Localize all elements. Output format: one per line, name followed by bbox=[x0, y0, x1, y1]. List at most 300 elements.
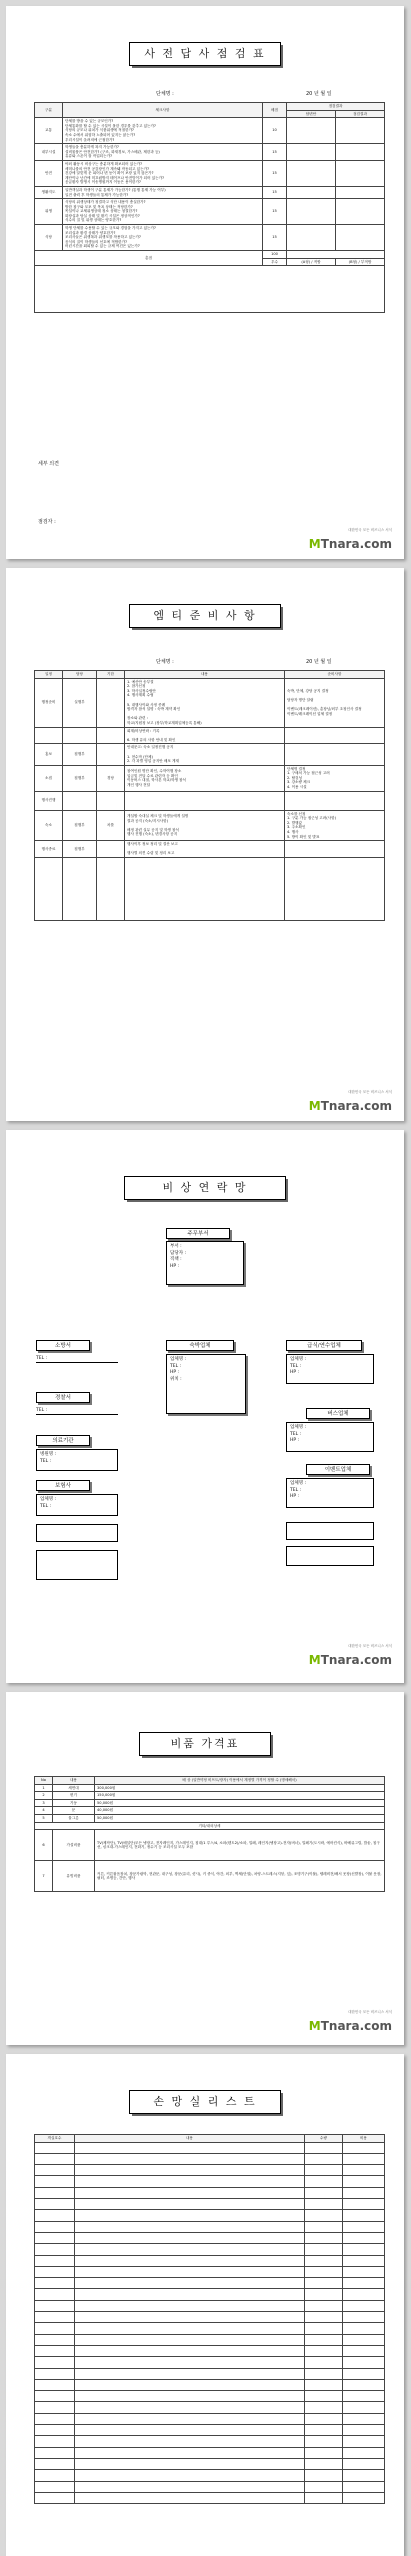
entry-cell[interactable] bbox=[75, 2142, 305, 2153]
entry-cell[interactable] bbox=[75, 2300, 305, 2311]
entry-cell[interactable] bbox=[343, 2278, 385, 2289]
entry-cell[interactable] bbox=[35, 2210, 75, 2221]
header-category: 구분 bbox=[35, 103, 63, 118]
opinion-label: 세부 의견 bbox=[38, 461, 59, 467]
result-cell[interactable] bbox=[336, 118, 385, 144]
line-text: 1. 예산안 송부결 bbox=[127, 679, 154, 684]
table-row bbox=[35, 1799, 385, 1807]
entry-cell[interactable] bbox=[343, 2300, 385, 2311]
line-text: 유류와 스폰이 잘 작업되는가? bbox=[65, 154, 112, 159]
entry-cell[interactable] bbox=[305, 2425, 343, 2436]
entry-cell[interactable] bbox=[343, 2289, 385, 2300]
entry-cell[interactable] bbox=[75, 2357, 305, 2368]
entry-cell[interactable] bbox=[305, 2165, 343, 2176]
entry-cell[interactable] bbox=[305, 2312, 343, 2323]
table-row bbox=[35, 2447, 385, 2458]
item-cell: 세면대 bbox=[53, 1784, 95, 1792]
header-result: 점검결과 bbox=[287, 103, 385, 111]
entry-cell[interactable] bbox=[35, 2481, 75, 2492]
entry-cell[interactable] bbox=[75, 2266, 305, 2277]
owner-cell: 집행부 bbox=[63, 841, 97, 858]
line-text: 행사별 의견 수렴 및 정리 보고 bbox=[127, 851, 175, 856]
entry-cell[interactable] bbox=[75, 2447, 305, 2458]
blank-cell[interactable] bbox=[125, 858, 285, 921]
entry-cell[interactable] bbox=[343, 2221, 385, 2232]
period-cell bbox=[97, 678, 125, 727]
entry-cell[interactable] bbox=[305, 2266, 343, 2277]
entry-cell[interactable] bbox=[35, 2368, 75, 2379]
entry-cell[interactable] bbox=[35, 2266, 75, 2277]
entry-cell[interactable] bbox=[75, 2323, 305, 2334]
line-text: 음식의 질이 학생들의 선호에 적합한가? bbox=[65, 239, 128, 244]
entry-cell[interactable] bbox=[343, 2481, 385, 2492]
score-cell: 15 bbox=[263, 186, 287, 198]
content-cell bbox=[125, 678, 285, 727]
header-score: 배점 bbox=[263, 103, 287, 118]
entry-cell[interactable] bbox=[343, 2176, 385, 2187]
table-row bbox=[35, 2357, 385, 2368]
entry-cell[interactable] bbox=[35, 2165, 75, 2176]
entry-cell[interactable] bbox=[35, 2176, 75, 2187]
brand-logo: 대한민국 모든 비즈니스 서식 MTnara.com bbox=[308, 1090, 392, 1113]
entry-cell[interactable] bbox=[35, 2413, 75, 2424]
damage-table bbox=[34, 2134, 385, 2504]
item-cell: 기둥 bbox=[53, 1799, 95, 1807]
page-title: 손 망 실 리 스 트 bbox=[129, 2090, 281, 2114]
table-row bbox=[35, 2345, 385, 2356]
entry-cell[interactable] bbox=[305, 2176, 343, 2187]
entry-cell[interactable] bbox=[343, 2323, 385, 2334]
entry-cell[interactable] bbox=[305, 2300, 343, 2311]
entry-cell[interactable] bbox=[305, 2187, 343, 2198]
entry-cell[interactable] bbox=[343, 2142, 385, 2153]
entry-cell[interactable] bbox=[35, 2391, 75, 2402]
entry-cell[interactable] bbox=[343, 2436, 385, 2447]
result-cell[interactable] bbox=[336, 160, 385, 186]
price-cell: 300,000원 bbox=[95, 1784, 385, 1792]
entry-cell[interactable] bbox=[35, 2402, 75, 2413]
table-row bbox=[35, 2334, 385, 2345]
entry-cell[interactable] bbox=[75, 2413, 305, 2424]
entry-cell[interactable] bbox=[75, 2187, 305, 2198]
items-cell bbox=[63, 186, 263, 198]
entry-cell[interactable] bbox=[75, 2436, 305, 2447]
table-row bbox=[35, 2232, 385, 2243]
line-text: 숙박, 단체, 강당 공지 결정 bbox=[287, 688, 329, 693]
line-text: 합격자 참석 설명 : 숙박 계약 확인 bbox=[127, 707, 181, 712]
table-row bbox=[35, 2379, 385, 2390]
entry-cell[interactable] bbox=[343, 2413, 385, 2424]
entry-cell[interactable] bbox=[305, 2323, 343, 2334]
line-text: 5. 대행사이와 사정 종례 bbox=[127, 702, 166, 707]
entry-cell[interactable] bbox=[305, 2458, 343, 2469]
line-text: 단체를 방을 수 있는 규모인가? bbox=[65, 119, 114, 124]
police-title: 경찰서 bbox=[36, 1392, 90, 1403]
entry-cell[interactable] bbox=[343, 2458, 385, 2469]
line-text: 야외 활동시 비상구는 충분하게 확보되어 있는가? bbox=[65, 161, 143, 166]
entry-cell[interactable] bbox=[75, 2255, 305, 2266]
entry-cell[interactable] bbox=[343, 2266, 385, 2277]
entry-cell[interactable] bbox=[35, 2436, 75, 2447]
memo-cell bbox=[285, 765, 385, 791]
entry-cell[interactable] bbox=[343, 2165, 385, 2176]
entry-cell[interactable] bbox=[305, 2391, 343, 2402]
line-text: 식당의 규모나 위치가 식품위생에 적절한가? bbox=[65, 128, 134, 133]
entry-cell[interactable] bbox=[75, 2481, 305, 2492]
category-cell: 안전 bbox=[35, 160, 63, 186]
entry-cell[interactable] bbox=[75, 2199, 305, 2210]
entry-cell[interactable] bbox=[343, 2334, 385, 2345]
item-cell: 물그릇 bbox=[53, 1814, 95, 1822]
entry-cell[interactable] bbox=[35, 2312, 75, 2323]
entry-cell[interactable] bbox=[35, 2244, 75, 2255]
entry-cell[interactable] bbox=[305, 2447, 343, 2458]
brand-logo: 대한민국 모든 비즈니스 서식 MTnara.com bbox=[308, 2010, 392, 2033]
event-title: 이벤트업체 bbox=[306, 1464, 370, 1475]
entry-cell[interactable] bbox=[343, 2199, 385, 2210]
entry-cell[interactable] bbox=[305, 2221, 343, 2232]
entry-cell[interactable] bbox=[343, 2345, 385, 2356]
memo-cell bbox=[285, 841, 385, 858]
line-text: 행사이후 정보 정리 및 결산 보고 bbox=[127, 842, 178, 847]
price-cell: 커튼, 커튼잡음장치, 창문가림막, 현관문, 내구성, 창문(유리, 샷시), 키 중식, 야간, 외부, 벽체(단열), 차양-스트레스(지붕, 잎), 조명기구(이불), 텔레비전/배서 옷장(신발장), 이불 옷장, 필터, 조명등, 간단, 행사 bbox=[95, 1861, 385, 1892]
line-text: 1. 현수막 (단체) bbox=[127, 754, 153, 759]
entry-cell[interactable] bbox=[75, 2492, 305, 2503]
no-cell: 1 bbox=[35, 1784, 53, 1792]
entry-cell[interactable] bbox=[35, 2289, 75, 2300]
entry-cell[interactable] bbox=[35, 2278, 75, 2289]
blank-cell[interactable] bbox=[35, 858, 63, 921]
total-score: 100 bbox=[263, 251, 287, 259]
entry-cell[interactable] bbox=[35, 2447, 75, 2458]
page-emergency-contacts bbox=[6, 1130, 404, 1683]
header-sub1: 답변안 bbox=[287, 110, 336, 118]
lodging-title: 숙박업체 bbox=[166, 1340, 234, 1351]
table-row bbox=[35, 2300, 385, 2311]
entry-cell[interactable] bbox=[343, 2368, 385, 2379]
entry-cell[interactable] bbox=[75, 2402, 305, 2413]
entry-cell[interactable] bbox=[305, 2436, 343, 2447]
entry-cell[interactable] bbox=[75, 2379, 305, 2390]
line-text: 2. 각 과별 영업 공지안 배포 게재 bbox=[127, 759, 179, 764]
entry-cell[interactable] bbox=[343, 2255, 385, 2266]
entry-cell[interactable] bbox=[343, 2357, 385, 2368]
line-text: 담당자 명단 알림 bbox=[287, 697, 314, 702]
line-text: 2. 탈것성 bbox=[287, 775, 302, 780]
line-text: 조리사들은 위생복과 위생모를 착용하고 있는가? bbox=[65, 235, 141, 240]
content-cell bbox=[125, 727, 285, 744]
line-text: 우리시설이 올려져에 근접한가? bbox=[65, 137, 115, 142]
table-row bbox=[35, 186, 385, 198]
score-cell: 15 bbox=[263, 160, 287, 186]
entry-cell[interactable] bbox=[75, 2368, 305, 2379]
step-cell: 행사진행 bbox=[35, 791, 63, 810]
items-cell bbox=[63, 144, 263, 161]
grade-a: 우수 bbox=[263, 258, 287, 266]
line-text: 화장실과 탕실 상태 및 환기 시설은 정상적인가? bbox=[65, 213, 140, 218]
table-row bbox=[35, 2199, 385, 2210]
entry-cell[interactable] bbox=[35, 2425, 75, 2436]
entry-cell[interactable] bbox=[305, 2210, 343, 2221]
opinion-cell[interactable] bbox=[35, 266, 385, 313]
line-text: 참여인원 명단 확인, 수학여행 장소 bbox=[127, 768, 182, 773]
score-cell: 10 bbox=[263, 118, 287, 144]
entry-cell[interactable] bbox=[35, 2199, 75, 2210]
catering-title: 급식/연수업체 bbox=[286, 1340, 362, 1351]
entry-cell[interactable] bbox=[35, 2221, 75, 2232]
line-text: 세미나룸의 안전 공감장인가 계속돼 작동되고 있는가? bbox=[65, 166, 149, 171]
answer-cell[interactable] bbox=[287, 199, 336, 225]
entry-cell[interactable] bbox=[305, 2470, 343, 2481]
entry-cell[interactable] bbox=[35, 2357, 75, 2368]
entry-cell[interactable] bbox=[75, 2312, 305, 2323]
entry-cell[interactable] bbox=[305, 2244, 343, 2255]
result-cell[interactable] bbox=[336, 144, 385, 161]
table-row bbox=[35, 1814, 385, 1822]
entry-cell[interactable] bbox=[343, 2232, 385, 2243]
insurance-title: 보험사 bbox=[36, 1480, 90, 1491]
entry-cell[interactable] bbox=[305, 2334, 343, 2345]
entry-cell[interactable] bbox=[75, 2334, 305, 2345]
header-qty: 수량 bbox=[305, 2135, 343, 2143]
result-cell[interactable] bbox=[336, 225, 385, 251]
answer-cell[interactable] bbox=[287, 160, 336, 186]
entry-cell[interactable] bbox=[35, 2334, 75, 2345]
entry-cell[interactable] bbox=[75, 2278, 305, 2289]
step-cell: 홍보 bbox=[35, 744, 63, 765]
table-row bbox=[35, 2458, 385, 2469]
score-cell: 15 bbox=[263, 199, 287, 225]
period-cell bbox=[97, 841, 125, 858]
table-row bbox=[35, 2210, 385, 2221]
category-cell: 식당 bbox=[35, 225, 63, 251]
line-text: 개인 행사 전달 bbox=[127, 782, 151, 787]
period-cell: 경당 bbox=[97, 765, 125, 791]
table-row bbox=[35, 2492, 385, 2503]
group-label: 단체명 : bbox=[156, 91, 174, 97]
period-cell bbox=[97, 744, 125, 765]
entry-cell[interactable] bbox=[35, 2470, 75, 2481]
line-text: 2. 발행값 bbox=[287, 820, 302, 825]
line-text: 입금및 전달 수료 관련자 등 확인 bbox=[127, 773, 178, 778]
entry-cell[interactable] bbox=[35, 2142, 75, 2153]
no-cell: 3 bbox=[35, 1799, 53, 1807]
entry-cell[interactable] bbox=[35, 2345, 75, 2356]
table-row bbox=[35, 2481, 385, 2492]
entry-cell[interactable] bbox=[35, 2255, 75, 2266]
entry-cell[interactable] bbox=[305, 2255, 343, 2266]
table-row bbox=[35, 2413, 385, 2424]
table-row bbox=[35, 2323, 385, 2334]
entry-cell[interactable] bbox=[343, 2470, 385, 2481]
answer-cell[interactable] bbox=[287, 225, 336, 251]
table-row bbox=[35, 810, 385, 841]
entry-cell[interactable] bbox=[35, 2379, 75, 2390]
answer-cell[interactable] bbox=[287, 144, 336, 161]
entry-cell[interactable] bbox=[35, 2300, 75, 2311]
header-memo: 준비사항 bbox=[285, 671, 385, 679]
blank-cell[interactable] bbox=[285, 858, 385, 921]
entry-cell[interactable] bbox=[75, 2210, 305, 2221]
memo-cell bbox=[285, 810, 385, 841]
brand-logo: 대한민국 모든 비즈니스 서식 MTnara.com bbox=[302, 528, 392, 552]
owner-cell: 집행부 bbox=[63, 810, 97, 841]
content-cell bbox=[125, 791, 285, 810]
line-text: 2. 참가신청 bbox=[127, 684, 146, 689]
grade-c: (B형) / 부적합 bbox=[336, 258, 385, 266]
bus-box: 업체명 : TEL : HP : bbox=[286, 1422, 374, 1452]
entry-cell[interactable] bbox=[75, 2458, 305, 2469]
entry-cell[interactable] bbox=[343, 2312, 385, 2323]
table-row bbox=[35, 118, 385, 144]
entry-cell[interactable] bbox=[305, 2289, 343, 2300]
entry-cell[interactable] bbox=[305, 2345, 343, 2356]
entry-cell[interactable] bbox=[75, 2153, 305, 2164]
entry-cell[interactable] bbox=[305, 2368, 343, 2379]
entry-cell[interactable] bbox=[75, 2470, 305, 2481]
entry-cell[interactable] bbox=[343, 2379, 385, 2390]
extra-box-right-1 bbox=[286, 1522, 374, 1540]
table-row bbox=[35, 1807, 385, 1815]
answer-cell[interactable] bbox=[287, 118, 336, 144]
table-row bbox=[35, 2153, 385, 2164]
entry-cell[interactable] bbox=[35, 2153, 75, 2164]
line-text: 단체통화를 할 수 있는 시설이 몰한 경우를 갖추고 있는가? bbox=[65, 123, 156, 128]
entry-cell[interactable] bbox=[305, 2413, 343, 2424]
header-content: 내용 bbox=[125, 671, 285, 679]
line-text: 행사 진행 (숙소), 변경사항 공지 bbox=[127, 832, 178, 837]
entry-cell[interactable] bbox=[75, 2176, 305, 2187]
entry-cell[interactable] bbox=[305, 2481, 343, 2492]
line-text: 설비물품은 안전한가? (구조, 화재경보, 가스배관, 제한과 등) bbox=[65, 149, 160, 154]
header-no: No bbox=[35, 1777, 53, 1785]
entry-cell[interactable] bbox=[343, 2153, 385, 2164]
table-row bbox=[35, 2402, 385, 2413]
header-cost: 비용 bbox=[343, 2135, 385, 2143]
entry-cell[interactable] bbox=[343, 2210, 385, 2221]
entry-cell[interactable] bbox=[75, 2165, 305, 2176]
score-cell: 15 bbox=[263, 225, 287, 251]
price-cell: 40,000원 bbox=[95, 1807, 385, 1815]
period-cell bbox=[97, 791, 125, 810]
table-row bbox=[35, 765, 385, 791]
period-cell bbox=[97, 727, 125, 744]
entry-cell[interactable] bbox=[75, 2391, 305, 2402]
extra-box-right-2 bbox=[286, 1546, 374, 1566]
line-text: 학생 단체를 수용할 수 있는 규모와 경험을 가지고 있는가? bbox=[65, 226, 156, 231]
event-box: 업체명 : TEL : HP : bbox=[286, 1478, 374, 1508]
step-cell bbox=[35, 727, 63, 744]
table-row bbox=[35, 1784, 385, 1792]
entry-cell[interactable] bbox=[35, 2458, 75, 2469]
entry-cell[interactable] bbox=[305, 2278, 343, 2289]
step-cell: 소집 bbox=[35, 765, 63, 791]
entry-cell[interactable] bbox=[305, 2402, 343, 2413]
no-cell: 2 bbox=[35, 1792, 53, 1800]
entry-cell[interactable] bbox=[75, 2345, 305, 2356]
line-text: 일반객실과 학생이 구분 통제가 가능한가? (통행 통제 가능 여부) bbox=[65, 187, 166, 192]
inspection-table bbox=[34, 102, 385, 313]
owner-cell bbox=[63, 727, 97, 744]
no-cell: 7 bbox=[35, 1861, 53, 1892]
entry-cell[interactable] bbox=[75, 2289, 305, 2300]
entry-cell[interactable] bbox=[305, 2492, 343, 2503]
line-text: 장소와 관련 : bbox=[127, 716, 148, 721]
total-result[interactable] bbox=[287, 251, 385, 259]
entry-cell[interactable] bbox=[343, 2187, 385, 2198]
category-cell: 내부시설 bbox=[35, 144, 63, 161]
page-inspection bbox=[6, 6, 404, 559]
catering-box: 업체명 : TEL : HP : bbox=[286, 1354, 374, 1384]
step-cell: 숙소 bbox=[35, 810, 63, 841]
entry-cell[interactable] bbox=[75, 2425, 305, 2436]
entry-cell[interactable] bbox=[343, 2447, 385, 2458]
table-row bbox=[35, 2436, 385, 2447]
date-label: 20 년 월 일 bbox=[306, 91, 332, 97]
entry-cell[interactable] bbox=[75, 2244, 305, 2255]
grade-b: (A형) / 적합 bbox=[287, 258, 336, 266]
entry-cell[interactable] bbox=[343, 2244, 385, 2255]
entry-cell[interactable] bbox=[35, 2187, 75, 2198]
category-cell: 교통 bbox=[35, 118, 63, 144]
table-row bbox=[35, 2266, 385, 2277]
table-row bbox=[35, 2142, 385, 2153]
entry-cell[interactable] bbox=[305, 2232, 343, 2243]
entry-cell[interactable] bbox=[305, 2153, 343, 2164]
line-text: 회계/비상연락 : 기록 bbox=[127, 728, 160, 733]
table-row bbox=[35, 2278, 385, 2289]
entry-cell[interactable] bbox=[35, 2232, 75, 2243]
line-text: 5. 방이 확인 및 발표 bbox=[287, 834, 320, 839]
police-tel: TEL : bbox=[36, 1408, 118, 1415]
table-row bbox=[35, 678, 385, 727]
opinion-row bbox=[35, 266, 385, 313]
entry-cell[interactable] bbox=[343, 2391, 385, 2402]
entry-cell[interactable] bbox=[35, 2323, 75, 2334]
insurance-box: 업체명 : TEL : bbox=[36, 1494, 118, 1516]
entry-cell[interactable] bbox=[305, 2142, 343, 2153]
answer-cell[interactable] bbox=[287, 186, 336, 198]
result-cell[interactable] bbox=[336, 186, 385, 198]
hq-title: 주무부서 bbox=[166, 1228, 230, 1239]
entry-cell[interactable] bbox=[343, 2425, 385, 2436]
blank-cell[interactable] bbox=[63, 858, 97, 921]
line-text: 이동버스 대절, 학사본 학교/학생 참석 bbox=[127, 778, 186, 783]
brand-logo: 대한민국 모든 비즈니스 서식 MTnara.com bbox=[308, 1644, 392, 1667]
page-damage-list bbox=[6, 2054, 404, 2556]
entry-cell[interactable] bbox=[75, 2232, 305, 2243]
table-row bbox=[35, 791, 385, 810]
entry-cell[interactable] bbox=[35, 2492, 75, 2503]
content-cell bbox=[125, 765, 285, 791]
page-title: 비품 가격표 bbox=[139, 1732, 271, 1756]
entry-cell[interactable] bbox=[305, 2379, 343, 2390]
logo-tagline: 대한민국 모든 비즈니스 서식 bbox=[348, 528, 392, 532]
entry-cell[interactable] bbox=[75, 2221, 305, 2232]
blank-cell[interactable] bbox=[97, 858, 125, 921]
entry-cell[interactable] bbox=[343, 2492, 385, 2503]
hospital-title: 의료기관 bbox=[36, 1435, 90, 1446]
line-text: 3. 학사일정수립안 bbox=[127, 688, 156, 693]
line-text: 결과 공지 (숙소/지시사항) bbox=[127, 818, 169, 823]
line-text: 이벤트(레크레이션), 총장님/외부 초청인사 결정 bbox=[287, 707, 362, 712]
entry-cell[interactable] bbox=[343, 2402, 385, 2413]
result-cell[interactable] bbox=[336, 199, 385, 225]
entry-cell[interactable] bbox=[305, 2357, 343, 2368]
line-text: 학교/지원청 보고 (장부/학교계획업체등록 통해) bbox=[127, 720, 202, 725]
entry-cell[interactable] bbox=[305, 2199, 343, 2210]
header-items: 체크사항 bbox=[63, 103, 263, 118]
